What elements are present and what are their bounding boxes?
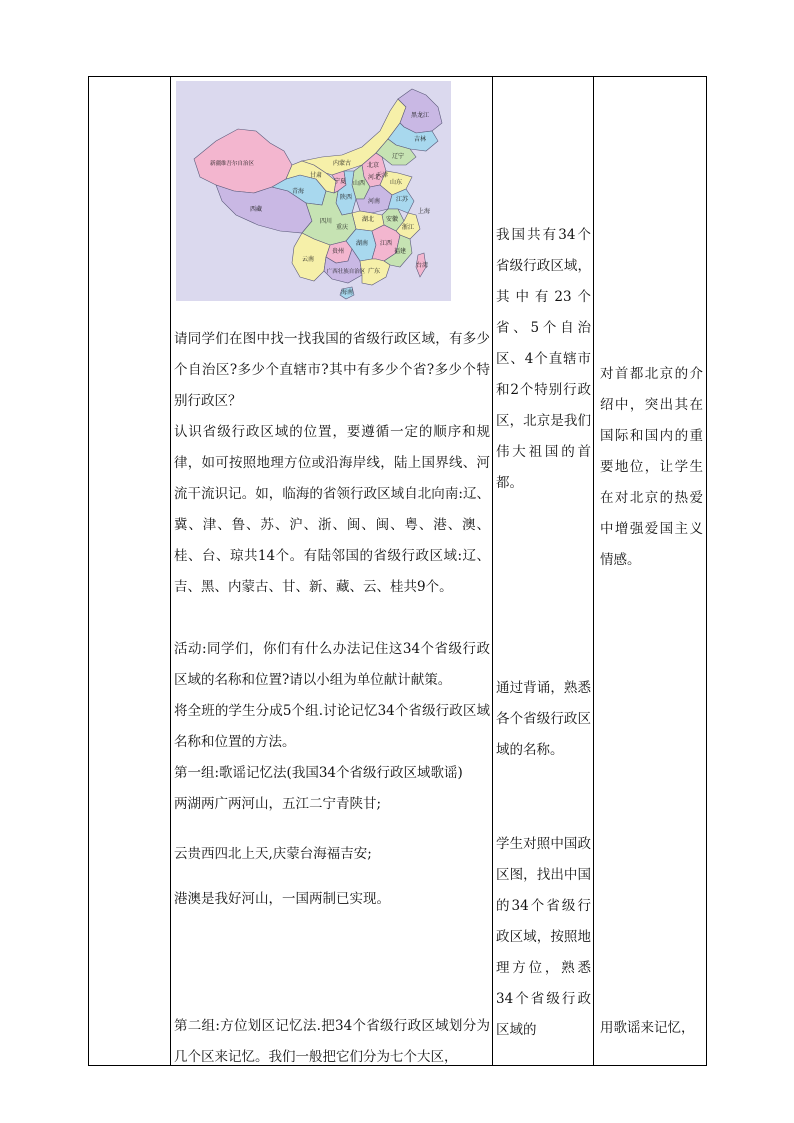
map-region-label: 辽宁 <box>391 153 405 160</box>
student-activity-map: 学生对照中国政区图，找出中国的34个省级行政区域，按照地理方位，熟悉34个省级行政区域的 <box>496 836 591 1038</box>
map-region-label: 江西 <box>379 240 393 247</box>
grouping-paragraph: 将全班的学生分成5个组.讨论记忆34个省级行政区域名称和位置的方法。 <box>174 703 490 750</box>
map-region-label: 河南 <box>367 198 381 205</box>
china-map-svg <box>176 81 451 301</box>
map-region-label: 青海 <box>291 188 305 195</box>
map-region-label: 海南 <box>340 289 354 296</box>
map-region-label: 广东 <box>367 268 381 275</box>
ballad-line-3: 港澳是我好河山，一国两制已实现。 <box>174 891 390 907</box>
map-region-label: 天津 <box>375 172 389 179</box>
student-activity-recite: 通过背诵，熟悉各个省级行政区域的名称。 <box>496 680 591 758</box>
design-intent-ballad: 用歌谣来记忆， <box>600 1020 695 1036</box>
question-paragraph: 请同学们在图中找一找我国的省级行政区域，有多少个自治区?多少个直辖市?其中有多少个省?多少个特别行政区？ <box>174 331 490 409</box>
activity-paragraph: 活动:同学们，你们有什么办法记住这34个省级行政区域的名称和位置?请以小组为单位献计献策。 <box>174 641 490 688</box>
map-region-label: 台湾 <box>415 262 429 269</box>
group-two-paragraph: 第二组:方位划区记忆法.把34个省级行政区域划分为几个区来记忆。我们一般把它们分为七个大区， <box>174 1018 490 1065</box>
map-region-label: 湖南 <box>355 240 369 247</box>
method-paragraph: 认识省级行政区域的位置，要遵循一定的顺序和规律，如可按照地理方位或沿海岸线，陆上国界线、河流干流识记。如，临海的省领行政区域自北向南:辽、冀、津、鲁、苏、沪、浙、闽、闽、粤、港、澳、桂、台、琼共14个。有陆邻国的省级行政区域:辽、吉、黑、内蒙古、甘、新、藏、云、桂共9个。 <box>174 424 490 595</box>
map-region-label: 广西壮族自治区 <box>326 269 366 275</box>
map-region-label: 上海 <box>417 208 431 215</box>
lesson-table <box>88 76 707 1066</box>
map-region-label: 江苏 <box>395 196 409 203</box>
map-region-label: 贵州 <box>331 248 345 255</box>
map-region-label: 云南 <box>301 256 315 263</box>
map-region-label: 山西 <box>352 180 366 187</box>
design-intent-beijing: 对首都北京的介绍中，突出其在国际和国内的重要地位，让学生在对北京的热爱中增强爱国主义情感。 <box>600 366 703 568</box>
map-region-label: 安徽 <box>385 216 399 223</box>
map-region-label: 甘肃 <box>309 172 323 179</box>
map-region-label: 河北 <box>367 174 381 181</box>
ballad-line-1: 两湖两广两河山，五江二宁青陕甘; <box>174 796 382 812</box>
map-region-label: 内蒙古 <box>332 160 352 167</box>
china-administrative-map <box>176 81 451 301</box>
map-region-label: 新疆维吾尔自治区 <box>209 161 255 167</box>
map-region-label: 吉林 <box>413 136 427 143</box>
map-region-label: 福建 <box>393 248 407 255</box>
map-region-label: 重庆 <box>335 224 349 231</box>
map-region-label: 陕西 <box>339 194 353 201</box>
ballad-line-2: 云贵西四北上天,庆蒙台海福吉安; <box>174 846 372 862</box>
map-region-label: 山东 <box>389 179 403 186</box>
map-region-label: 浙江 <box>401 224 415 231</box>
map-region-label: 黑龙江 <box>410 112 430 119</box>
student-activity-summary: 我国共有34个省级行政区域，其中有23个省、5个自治区、4个直辖市和2个特别行政区，北京是我们伟大祖国的首都。 <box>496 227 591 491</box>
map-region-label: 北京 <box>366 162 380 169</box>
map-region-label: 湖北 <box>361 216 375 223</box>
group-one-paragraph: 第一组:歌谣记忆法(我国34个省级行政区域歌谣) <box>174 765 463 781</box>
map-region-label: 四川 <box>319 218 333 225</box>
map-region-label: 宁夏 <box>333 178 347 185</box>
map-region-label: 西藏 <box>249 206 263 213</box>
